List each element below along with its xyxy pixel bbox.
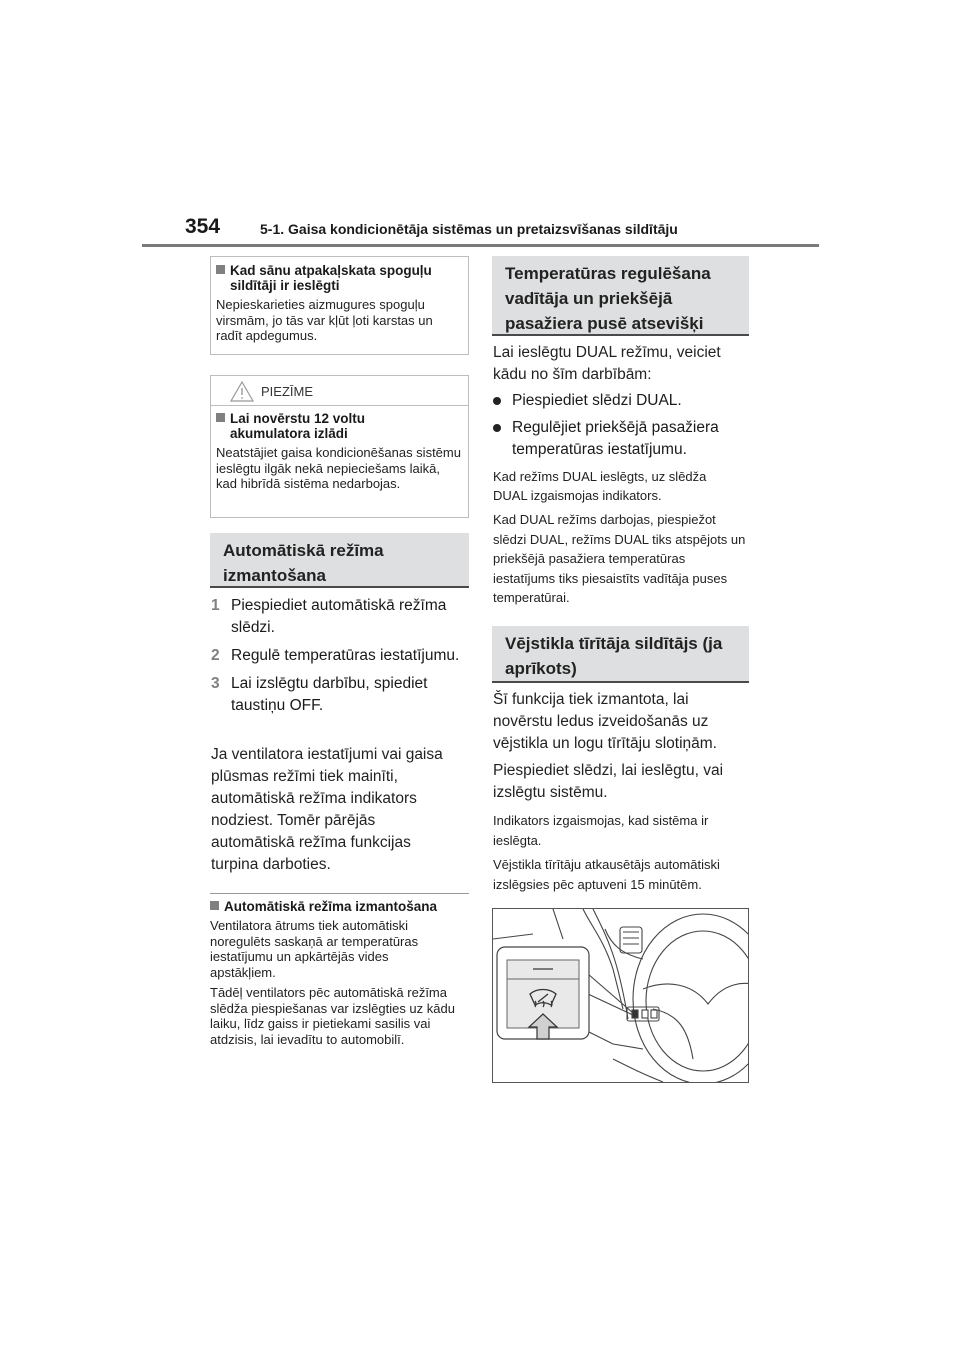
wiper-note-2: Vējstikla tīrītāju atkausētājs automātiski izslēgsies pēc aptuveni 15 minūtēm. — [493, 857, 720, 892]
auto-mode-paragraph: Ja ventilatora iestatījumi vai gaisa plūsmas režīmi tiek mainīti, automātiskā režīma indikators nodziest. Tomēr pārējās automātiskā režīma funkcijas turpina darboties. — [211, 746, 443, 873]
square-bullet-icon — [216, 413, 225, 422]
wiper-note-1: Indikators izgaismojas, kad sistēma ir ieslēgta. — [493, 813, 709, 848]
section-auto-mode — [210, 533, 469, 588]
mirror-heater-warning-box — [210, 256, 469, 355]
auto-note — [210, 899, 469, 1047]
header-rule — [142, 244, 819, 247]
square-bullet-icon — [210, 901, 219, 910]
section-wiper-title: Vējstikla tīrītāja sildītājs (ja aprīkots) — [505, 634, 723, 678]
notice-header — [211, 376, 468, 406]
dual-note-1: Kad režīms DUAL ieslēgts, uz slēdža DUAL izgaismojas indikators. — [493, 469, 707, 503]
auto-note-p2: Tādēļ ventilators pēc automātiskā režīma slēdža piespiešanas var izslēgties uz kādu laiku, līdz gaiss ir pietiekami sasilis vai atdzisis, lai ievadītu to automobilī. — [210, 985, 455, 1047]
dual-bullet-item: Piespiediet slēdzi DUAL. — [493, 390, 743, 412]
wiper-para-1: Šī funkcija tiek izmantota, lai novērstu ledus izveidošanās uz vējstikla un logu tīrītāju slotiņām. — [493, 691, 717, 752]
wiper-heater-illustration — [492, 908, 749, 1083]
notice-text: Neatstājiet gaisa kondicionēšanas sistēmu ieslēgtu ilgāk nekā nepieciešams laikā, kad hibrīdā sistēma nedarbojas. — [216, 445, 461, 491]
section-dual-title: Temperatūras regulēšana vadītāja un priekšējā pasažiera pusē atsevišķi — [505, 264, 711, 333]
warning-heading — [216, 263, 462, 293]
step-text: Regulē temperatūras iestatījumu. — [231, 647, 460, 664]
notice-box — [210, 375, 469, 518]
step-item — [211, 645, 466, 667]
dual-intro: Lai ieslēgtu DUAL režīmu, veiciet kādu no šīm darbībām: — [493, 344, 721, 383]
caution-triangle-icon — [230, 381, 254, 402]
auto-note-p1: Ventilatora ātrums tiek automātiski noregulēts saskaņā ar temperatūras iestatījumu un apkārtējās vides apstākļiem. — [210, 918, 419, 980]
step-number: 2 — [211, 647, 220, 664]
dashboard-drawing — [493, 909, 748, 1082]
page-number: 354 — [185, 215, 221, 238]
step-text: Piespiediet automātiskā režīma slēdzi. — [231, 597, 447, 636]
step-number: 1 — [211, 597, 220, 614]
warning-heading-text: Kad sānu atpakaļskata spoguļu sildītāji ir ieslēgti — [230, 263, 432, 293]
wiper-para-2: Piespiediet slēdzi, lai ieslēgtu, vai izslēgtu sistēmu. — [493, 762, 724, 801]
auto-note-heading — [210, 899, 469, 914]
step-item — [211, 595, 466, 639]
auto-steps-list — [211, 595, 466, 723]
notice-label: PIEZĪME — [261, 384, 314, 399]
chapter-title: 5-1. Gaisa kondicionētāja sistēmas un pretaizsvīšanas sildītāju — [260, 221, 678, 237]
notice-heading — [216, 411, 462, 441]
step-number: 3 — [211, 675, 220, 692]
section-auto-title: Automātiskā režīma izmantošana — [223, 541, 384, 585]
step-item — [211, 673, 466, 717]
section-dual-temp — [492, 256, 749, 336]
dual-bullets — [493, 390, 743, 466]
dual-note-2: Kad DUAL režīms darbojas, piespiežot slēdzi DUAL, režīms DUAL tiks atspējots un priekšējā pasažiera temperatūras iestatījums tiks piesaistīts vadītāja puses temperatūrai. — [493, 512, 746, 605]
auto-note-rule — [210, 893, 469, 894]
section-wiper-heater — [492, 626, 749, 683]
step-text: Lai izslēgtu darbību, spiediet taustiņu OFF. — [231, 675, 428, 714]
auto-note-heading-text: Automātiskā režīma izmantošana — [224, 899, 438, 914]
notice-heading-text: Lai novērstu 12 voltu akumulatora izlādi — [230, 411, 366, 441]
dual-bullet-item: Regulējiet priekšējā pasažiera temperatūras iestatījumu. — [493, 417, 743, 461]
square-bullet-icon — [216, 265, 225, 274]
warning-text: Nepieskarieties aizmugures spoguļu virsmām, jo tās var kļūt ļoti karstas un radīt apdegumus. — [216, 297, 433, 343]
